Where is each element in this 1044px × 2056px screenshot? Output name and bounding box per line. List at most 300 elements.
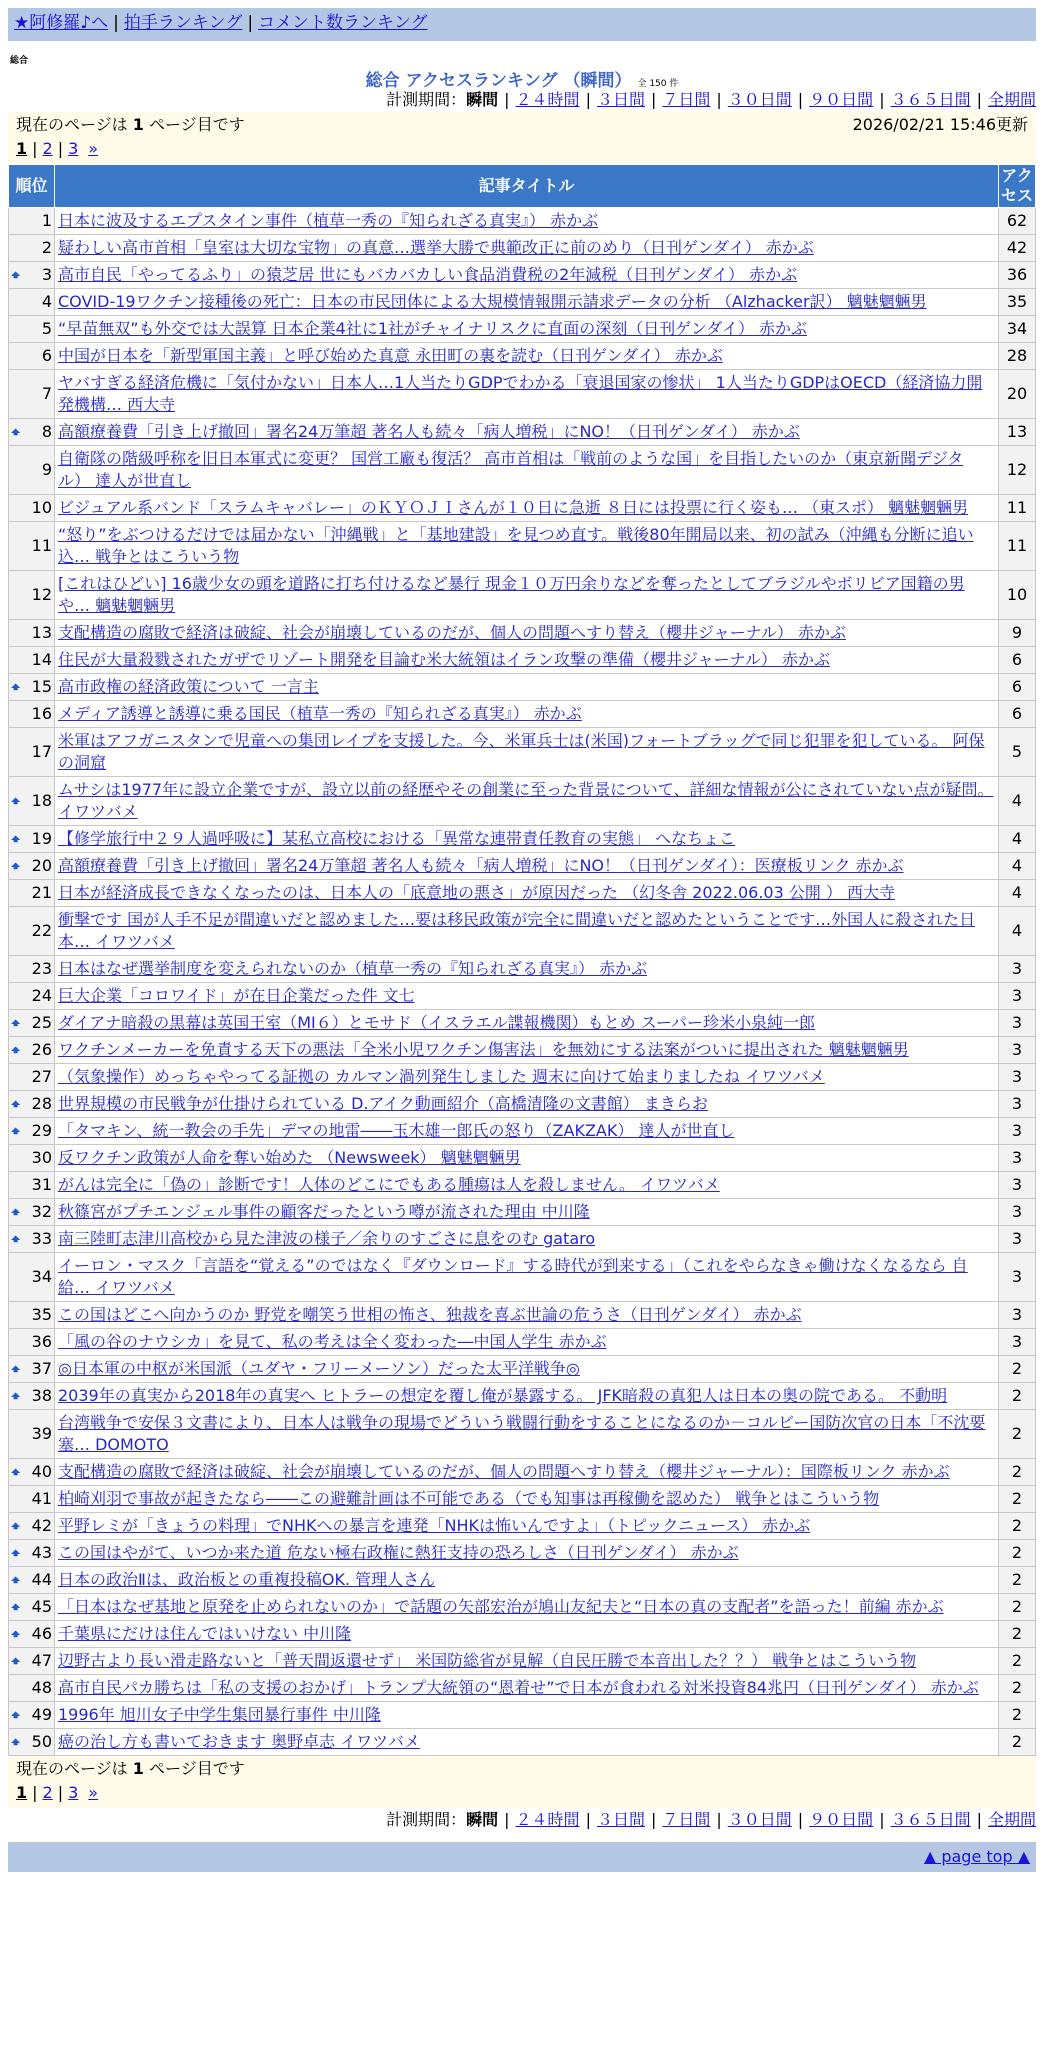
table-row — [9, 983, 1036, 1010]
title-cell — [55, 1459, 999, 1486]
article-link[interactable]: 「日本はなぜ基地と原発を止められないのか」で話題の矢部宏治が鳩山友紀夫と“日本の真の支配者”を語った！前編 赤かぶ — [58, 1597, 944, 1616]
title-cell — [55, 1594, 999, 1621]
separator: | — [57, 139, 64, 158]
article-link[interactable]: 【修学旅行中２９人過呼吸に】某私立高校における「異常な連帯責任教育の実態」 へなちょこ — [58, 829, 736, 848]
rank-cell — [9, 1253, 55, 1302]
article-link[interactable]: ワクチンメーカーを免責する天下の悪法「全米小児ワクチン傷害法」を無効にする法案がついに提出された 魑魅魍魎男 — [58, 1040, 909, 1059]
period-current: 瞬間 — [466, 1810, 499, 1829]
separator: | — [585, 90, 591, 109]
rank-cell — [9, 826, 55, 853]
title-cell — [55, 1486, 999, 1513]
rank-number: 25 — [31, 1013, 52, 1032]
title-cell — [55, 1145, 999, 1172]
rank-number: 6 — [41, 346, 52, 365]
access-count: 62 — [999, 208, 1036, 235]
current-page-suffix: ページ目です — [143, 1759, 245, 1778]
access-count: 6 — [999, 701, 1036, 728]
period-link[interactable]: ９０日間 — [809, 1810, 874, 1829]
rank-number: 46 — [31, 1624, 52, 1643]
title-cell — [55, 1302, 999, 1329]
rank-cell — [9, 1383, 55, 1410]
table-row — [9, 289, 1036, 316]
article-link[interactable]: 米軍はアフガニスタンで児童への集団レイプを支援した。今、米軍兵士は(米国)フォートブラッグで同じ犯罪を犯している。 阿保の洞窟 — [58, 731, 985, 772]
rank-number: 9 — [41, 460, 52, 479]
rank-cell — [9, 495, 55, 522]
separator: | — [976, 90, 982, 109]
article-link[interactable]: “早苗無双”も外交では大誤算 日本企業4社に1社がチャイナリスクに直面の深刻（日刊ゲンダイ） 赤かぶ — [58, 319, 808, 338]
separator: | — [57, 1783, 64, 1802]
rank-cell — [9, 1064, 55, 1091]
separator: | — [976, 1810, 982, 1829]
page-link[interactable]: 2 — [42, 139, 53, 158]
up-arrow-icon: 🠹 — [11, 1360, 21, 1378]
article-link[interactable]: 「風の谷のナウシカ」を見て、私の考えは全く変わった―中国人学生 赤かぶ — [58, 1332, 607, 1351]
table-row — [9, 956, 1036, 983]
title-cell — [55, 620, 999, 647]
home-link[interactable]: ★阿修羅♪へ — [14, 13, 109, 33]
total-count: 全 150 件 — [637, 79, 679, 89]
rank-cell — [9, 880, 55, 907]
rank-cell — [9, 674, 55, 701]
title-cell — [55, 1037, 999, 1064]
rank-cell — [9, 1540, 55, 1567]
access-count: 3 — [999, 1302, 1036, 1329]
rank-number: 8 — [41, 422, 52, 441]
rank-number: 45 — [31, 1597, 52, 1616]
article-link[interactable]: 世界規模の市民戦争が仕掛けられている D.アイク動画紹介（高橋清隆の文書館） まきらお — [58, 1094, 708, 1113]
article-link[interactable]: 自衛隊の階級呼称を旧日本軍式に変更？ 国営工廠も復活？ 高市首相は「戦前のような国」を目指したいのか（東京新聞デジタル） 達人が世直し — [58, 449, 964, 490]
article-link[interactable]: COVID-19ワクチン接種後の死亡：日本の市民団体による大規模情報開示請求データの分析 （Alzhacker訳） 魑魅魍魎男 — [58, 292, 927, 311]
title-cell — [55, 1010, 999, 1037]
article-link[interactable]: 秋篠宮がプチエンジェル事件の顧客だったという噂が流された理由 中川隆 — [58, 1202, 590, 1221]
title-cell — [55, 1540, 999, 1567]
article-link[interactable]: がんは完全に「偽の」診断です！人体のどこにでもある腫瘍は人を殺しません。 イワツバメ — [58, 1175, 720, 1194]
article-link[interactable]: 2039年の真実から2018年の真実へ ヒトラーの想定を覆し俺が暴露する。 JFK暗殺の真犯人は日本の奥の院である。 不動明 — [58, 1386, 948, 1405]
article-link[interactable]: 日本に波及するエプスタイン事件（植草一秀の『知られざる真実』） 赤かぶ — [58, 211, 599, 230]
table-row — [9, 262, 1036, 289]
rank-number: 50 — [31, 1732, 52, 1751]
up-arrow-icon: 🠹 — [11, 1387, 21, 1405]
period-link[interactable]: ３６５日間 — [890, 1810, 971, 1829]
page-link[interactable]: 3 — [68, 139, 79, 158]
rank-number: 38 — [31, 1386, 52, 1405]
access-count: 12 — [999, 446, 1036, 495]
access-count: 2 — [999, 1594, 1036, 1621]
article-link[interactable]: 反ワクチン政策が人命を奪い始めた （Newsweek） 魑魅魍魎男 — [58, 1148, 521, 1167]
page-number: 1 — [16, 139, 28, 158]
rank-cell — [9, 208, 55, 235]
pager-top — [8, 112, 1036, 164]
rank-number: 5 — [41, 319, 52, 338]
article-link[interactable]: 高額療養費「引き上げ撤回」署名24万筆超 著名人も続々「病人増税」にNO！（日刊ゲンダイ） 赤かぶ — [58, 422, 800, 441]
separator: | — [113, 13, 119, 33]
rank-cell — [9, 1199, 55, 1226]
access-count: 2 — [999, 1410, 1036, 1459]
period-label: 計測期間： — [386, 90, 467, 109]
title-cell — [55, 674, 999, 701]
separator: | — [32, 1783, 38, 1802]
access-count: 3 — [999, 1091, 1036, 1118]
separator: | — [716, 1810, 722, 1829]
table-row — [9, 853, 1036, 880]
rank-number: 11 — [31, 536, 52, 555]
access-count: 36 — [999, 262, 1036, 289]
up-arrow-icon: 🠹 — [11, 1517, 21, 1535]
up-arrow-icon: 🠹 — [11, 1014, 21, 1032]
table-row — [9, 1594, 1036, 1621]
next-page-link[interactable]: » — [88, 139, 99, 158]
rank-number: 43 — [31, 1543, 52, 1562]
section-tag: 総合 — [10, 56, 29, 66]
rank-cell — [9, 343, 55, 370]
separator: | — [879, 1810, 885, 1829]
rank-cell — [9, 1594, 55, 1621]
page-status — [16, 1758, 1028, 1781]
title-cell — [55, 701, 999, 728]
table-row — [9, 1118, 1036, 1145]
page-links — [16, 137, 1028, 162]
page-link[interactable]: 2 — [42, 1783, 53, 1802]
rank-number: 49 — [31, 1705, 52, 1724]
article-link[interactable]: 支配構造の腐敗で経済は破綻、社会が崩壊しているのだが、個人の問題へすり替え（櫻井ジャーナル） 赤かぶ — [58, 623, 846, 642]
page-links — [16, 1781, 1028, 1806]
article-link[interactable]: 支配構造の腐敗で経済は破綻、社会が崩壊しているのだが、個人の問題へすり替え（櫻井ジャーナル）：国際板リンク 赤かぶ — [58, 1462, 950, 1481]
current-page-prefix: 現在のページは — [16, 1759, 133, 1778]
article-link[interactable]: “怒り”をぶつけるだけでは届かない「沖縄戦」と「基地建設」を見つめ直す。戦後80年開局以来、初の試み（沖縄も分断に追い込… 戦争とはこういう物 — [58, 525, 974, 566]
access-count: 2 — [999, 1675, 1036, 1702]
access-count: 3 — [999, 1199, 1036, 1226]
rank-number: 39 — [31, 1424, 52, 1443]
rank-cell — [9, 777, 55, 826]
access-count: 6 — [999, 647, 1036, 674]
access-count: 2 — [999, 1513, 1036, 1540]
access-count: 2 — [999, 1486, 1036, 1513]
access-header: アクセス — [999, 165, 1036, 208]
period-link[interactable]: ３０日間 — [727, 1810, 792, 1829]
separator: | — [504, 90, 510, 109]
title-cell — [55, 1091, 999, 1118]
rank-cell — [9, 1172, 55, 1199]
access-count: 4 — [999, 907, 1036, 956]
rank-cell — [9, 701, 55, 728]
article-link[interactable]: 1996年 旭川女子中学生集団暴行事件 中川隆 — [58, 1705, 381, 1724]
article-link[interactable]: 台湾戦争で安保３文書により、日本人は戦争の現場でどういう戦闘行動をすることになるのか－コルビー国防次官の日本「不沈要塞… DOMOTO — [58, 1413, 986, 1454]
page-link-current — [16, 139, 27, 158]
current-page-text — [16, 114, 245, 137]
current-page-number: 1 — [132, 115, 144, 134]
current-page-suffix: ページ目です — [143, 115, 245, 134]
article-link[interactable]: ヤバすぎる経済危機に「気付かない」日本人…1人当たりGDPでわかる「衰退国家の惨状」 1人当たりGDPはOECD（経済協力開発機構… 西大寺 — [58, 373, 983, 414]
up-arrow-icon: 🠹 — [11, 266, 21, 284]
access-count: 5 — [999, 728, 1036, 777]
article-link[interactable]: 日本の政治Ⅱは、政治板との重複投稿OK. 管理人さん — [58, 1570, 436, 1589]
rank-number: 44 — [31, 1570, 52, 1589]
title-cell — [55, 1172, 999, 1199]
rank-cell — [9, 1702, 55, 1729]
title-cell — [55, 647, 999, 674]
table-row — [9, 1410, 1036, 1459]
access-count: 4 — [999, 853, 1036, 880]
rank-number: 30 — [31, 1148, 52, 1167]
period-link[interactable]: ３０日間 — [727, 90, 792, 109]
article-link[interactable]: 日本はなぜ選挙制度を変えられないのか（植草一秀の『知られざる真実』） 赤かぶ — [58, 959, 648, 978]
table-row — [9, 419, 1036, 446]
title-cell — [55, 1513, 999, 1540]
up-arrow-icon: 🠹 — [11, 1571, 21, 1589]
up-arrow-icon: 🠹 — [11, 678, 21, 696]
access-count: 3 — [999, 956, 1036, 983]
table-row — [9, 674, 1036, 701]
up-arrow-icon: 🠹 — [11, 857, 21, 875]
access-count: 2 — [999, 1356, 1036, 1383]
rank-number: 1 — [41, 211, 52, 230]
separator: | — [650, 90, 657, 109]
title-cell — [55, 728, 999, 777]
page-link[interactable]: 3 — [68, 1783, 79, 1802]
article-link[interactable]: 高額療養費「引き上げ撤回」署名24万筆超 著名人も続々「病人増税」にNO！（日刊ゲンダイ）：医療板リンク 赤かぶ — [58, 856, 904, 875]
table-row — [9, 1037, 1036, 1064]
period-link[interactable]: 全期間 — [987, 1810, 1036, 1829]
table-row — [9, 880, 1036, 907]
table-row — [9, 1199, 1036, 1226]
up-arrow-icon: 🠹 — [11, 1598, 21, 1616]
rank-number: 37 — [31, 1359, 52, 1378]
table-row — [9, 1172, 1036, 1199]
rank-cell — [9, 907, 55, 956]
article-link[interactable]: 疑わしい高市首相「皇室は大切な宝物」の真意…選挙大勝で典範改正に前のめり（日刊ゲンダイ） 赤かぶ — [58, 238, 814, 257]
up-arrow-icon: 🠹 — [11, 1122, 21, 1140]
separator: | — [879, 90, 885, 109]
access-count: 9 — [999, 620, 1036, 647]
period-link[interactable]: ２４時間 — [515, 90, 580, 109]
article-link[interactable]: 住民が大量殺戮されたガザでリゾート開発を目論む米大統領はイラン攻撃の準備（櫻井ジャーナル） 赤かぶ — [58, 650, 830, 669]
title-cell — [55, 880, 999, 907]
access-count: 2 — [999, 1459, 1036, 1486]
updated-time: 2026/02/21 15:46更新 — [852, 115, 1028, 134]
up-arrow-icon: 🠹 — [11, 1733, 21, 1751]
article-link[interactable]: ムサシは1977年に設立企業ですが、設立以前の経歴やその創業に至った背景について、詳細な情報が公にされていない点が疑問。 イワツバメ — [58, 780, 994, 821]
rank-number: 27 — [31, 1067, 52, 1086]
article-link[interactable]: メディア誘導と誘導に乗る国民（植草一秀の『知られざる真実』） 赤かぶ — [58, 704, 582, 723]
table-row — [9, 1702, 1036, 1729]
article-link[interactable]: 衝撃です 国が人手不足が間違いだと認めました…要は移民政策が完全に間違いだと認めたということです…外国人に殺された日本… イワツバメ — [58, 910, 976, 951]
rank-number: 23 — [31, 959, 52, 978]
article-link[interactable]: （気象操作）めっちゃやってる証拠の カルマン渦列発生しました 週末に向けて始まりましたね イワツバメ — [58, 1067, 825, 1086]
rank-number: 22 — [31, 921, 52, 940]
access-count: 3 — [999, 1064, 1036, 1091]
period-current: 瞬間 — [466, 90, 499, 109]
table-row — [9, 1226, 1036, 1253]
article-link[interactable]: ◎日本軍の中枢が米国派（ユダヤ・フリーメーソン）だった太平洋戦争◎ — [58, 1359, 580, 1378]
article-link[interactable]: 「タマキン、統一教会の手先」デマの地雷――玉木雄一郎氏の怒り（ZAKZAK） 達人が世直し — [58, 1121, 735, 1140]
table-row — [9, 1302, 1036, 1329]
table-row — [9, 647, 1036, 674]
separator: | — [32, 139, 38, 158]
rank-cell — [9, 1513, 55, 1540]
current-page-number: 1 — [132, 1759, 144, 1778]
table-row — [9, 620, 1036, 647]
access-count: 2 — [999, 1621, 1036, 1648]
period-link[interactable]: ３日間 — [596, 90, 645, 109]
page-number: 1 — [16, 1783, 28, 1802]
table-row — [9, 571, 1036, 620]
rank-number: 13 — [31, 623, 52, 642]
access-count: 20 — [999, 370, 1036, 419]
table-row — [9, 316, 1036, 343]
up-arrow-icon: 🠹 — [11, 1625, 21, 1643]
access-count: 2 — [999, 1702, 1036, 1729]
access-count: 10 — [999, 571, 1036, 620]
rank-cell — [9, 853, 55, 880]
period-link[interactable]: 全期間 — [987, 90, 1036, 109]
top-nav — [8, 8, 1036, 41]
table-row — [9, 1729, 1036, 1756]
table-row — [9, 1383, 1036, 1410]
rank-number: 47 — [31, 1651, 52, 1670]
rank-number: 10 — [31, 498, 52, 517]
article-link[interactable]: 南三陸町志津川高校から見た津波の様子／余りのすごさに息をのむ gataro — [58, 1229, 596, 1248]
current-page-prefix: 現在のページは — [16, 115, 133, 134]
article-link[interactable]: 平野レミが「きょうの料理」でNHKへの暴言を連発「NHKは怖いんですよ」（トピックニュース） 赤かぶ — [58, 1516, 811, 1535]
article-link[interactable]: 千葉県にだけは住んではいけない 中川隆 — [58, 1624, 352, 1643]
article-link[interactable]: この国はどこへ向かうのか 野党を嘲笑う世相の怖さ、独裁を喜ぶ世論の危うさ（日刊ゲンダイ） 赤かぶ — [58, 1305, 802, 1324]
rank-number: 19 — [31, 829, 52, 848]
up-arrow-icon: 🠹 — [11, 1463, 21, 1481]
table-row — [9, 1486, 1036, 1513]
title-cell — [55, 956, 999, 983]
up-arrow-icon: 🠹 — [11, 1544, 21, 1562]
period-link[interactable]: ２４時間 — [515, 1810, 580, 1829]
title-cell — [55, 1199, 999, 1226]
title-cell — [55, 907, 999, 956]
page-top-link[interactable]: ▲ page top ▲ — [923, 1847, 1030, 1866]
article-link[interactable]: 中国が日本を「新型軍国主義」と呼び始めた真意 永田町の裏を読む（日刊ゲンダイ） 赤かぶ — [58, 346, 723, 365]
rank-cell — [9, 316, 55, 343]
article-link[interactable]: 柏崎刈羽で事故が起きたなら――この避難計画は不可能である（でも知事は再稼働を認めた） 戦争とはこういう物 — [58, 1489, 880, 1508]
access-count: 35 — [999, 289, 1036, 316]
rank-number: 29 — [31, 1121, 52, 1140]
table-row — [9, 1091, 1036, 1118]
page-status — [16, 114, 1028, 137]
title-cell — [55, 1329, 999, 1356]
article-link[interactable]: 巨大企業「コロワイド」が在日企業だった件 文七 — [58, 986, 415, 1005]
rank-number: 15 — [31, 677, 52, 696]
period-link[interactable]: ９０日間 — [809, 90, 874, 109]
article-link[interactable]: この国はやがて、いつか来た道 危ない極右政権に熱狂支持の恐ろしさ（日刊ゲンダイ） 赤かぶ — [58, 1543, 739, 1562]
title-cell — [55, 1356, 999, 1383]
table-row — [9, 495, 1036, 522]
table-row — [9, 1253, 1036, 1302]
article-link[interactable]: 辺野古より長い滑走路ないと「普天間返還せず」 米国防総省が見解（自民圧勝で本音出した？？） 戦争とはこういう物 — [58, 1651, 917, 1670]
article-link[interactable]: ダイアナ暗殺の黒幕は英国王室（MI６）とモサド（イスラエル諜報機関）もとめ スーパー珍米小泉純一郎 — [58, 1013, 816, 1032]
separator: | — [247, 13, 254, 33]
separator: | — [650, 1810, 657, 1829]
title-cell — [55, 1702, 999, 1729]
rank-cell — [9, 262, 55, 289]
table-row — [9, 826, 1036, 853]
title-cell — [55, 826, 999, 853]
separator: | — [797, 90, 804, 109]
next-page-link[interactable]: » — [88, 1783, 99, 1802]
access-count: 42 — [999, 235, 1036, 262]
rank-number: 17 — [31, 742, 52, 761]
rank-cell — [9, 1648, 55, 1675]
article-link[interactable]: 高市政権の経済政策について 一言主 — [58, 677, 319, 696]
title-cell — [55, 262, 999, 289]
period-selector-top — [8, 88, 1036, 112]
table-row — [9, 208, 1036, 235]
access-count: 2 — [999, 1567, 1036, 1594]
title-cell — [55, 208, 999, 235]
access-count: 11 — [999, 522, 1036, 571]
comment-ranking-link[interactable]: コメント数ランキング — [258, 13, 428, 33]
page-title-text: 総合 アクセスランキング （瞬間） — [365, 71, 632, 91]
rank-number: 40 — [31, 1462, 52, 1481]
access-count: 34 — [999, 316, 1036, 343]
rank-cell — [9, 1145, 55, 1172]
article-link[interactable]: 高市自民「やってるふり」の猿芝居 世にもバカバカしい食品消費税の2年減税（日刊ゲンダイ） 赤かぶ — [58, 265, 798, 284]
current-page-text — [16, 1758, 245, 1781]
article-link[interactable]: 日本が経済成長できなくなったのは、日本人の「底意地の悪さ」が原因だった （幻冬舎 2022.06.03 公開 ） 西大寺 — [58, 883, 896, 902]
title-cell — [55, 343, 999, 370]
rank-number: 7 — [41, 384, 52, 403]
access-count: 3 — [999, 1172, 1036, 1199]
rank-number: 28 — [31, 1094, 52, 1113]
rank-cell — [9, 1621, 55, 1648]
article-link[interactable]: 高市自民パカ勝ちは「私の支援のおかげ」トランプ大統領の“恩着せ”で日本が食われる対米投資84兆円（日刊ゲンダイ） 赤かぶ — [58, 1678, 979, 1697]
period-link[interactable]: ７日間 — [662, 1810, 711, 1829]
title-cell — [55, 495, 999, 522]
up-arrow-icon: 🠹 — [11, 1095, 21, 1113]
title-cell — [55, 1729, 999, 1756]
period-link[interactable]: ３６５日間 — [890, 90, 971, 109]
table-row — [9, 1621, 1036, 1648]
article-link[interactable]: [これはひどい] 16歳少女の頭を道路に打ち付けるなど暴行 現金１０万円余りなどを奪ったとしてブラジルやボリビア国籍の男や… 魑魅魍魎男 — [58, 574, 965, 615]
table-row — [9, 522, 1036, 571]
period-link[interactable]: ３日間 — [596, 1810, 645, 1829]
access-count: 2 — [999, 1540, 1036, 1567]
access-count: 2 — [999, 1383, 1036, 1410]
rank-cell — [9, 728, 55, 777]
rank-number: 3 — [41, 265, 52, 284]
article-link[interactable]: ビジュアル系バンド「スラムキャバレー」のＫＹＯＪＩさんが１０日に急逝 ８日には投票に行く姿も… （東スポ） 魑魅魍魎男 — [58, 498, 969, 517]
table-row — [9, 1010, 1036, 1037]
article-link[interactable]: イーロン・マスク「言語を“覚える”のではなく『ダウンロード』する時代が到来する」（これをやらなきゃ働けなくなるなら 自給… イワツバメ — [58, 1256, 968, 1297]
article-link[interactable]: 癌の治し方も書いておきます 奥野卓志 イワツバメ — [58, 1732, 420, 1751]
rank-cell — [9, 1459, 55, 1486]
access-count: 2 — [999, 1648, 1036, 1675]
rank-number: 36 — [31, 1332, 52, 1351]
rank-cell — [9, 1010, 55, 1037]
table-row — [9, 343, 1036, 370]
rank-cell — [9, 620, 55, 647]
table-row — [9, 907, 1036, 956]
rank-number: 32 — [31, 1202, 52, 1221]
title-cell — [55, 446, 999, 495]
up-arrow-icon: 🠹 — [11, 830, 21, 848]
page-link-current — [16, 1783, 27, 1802]
title-cell — [55, 370, 999, 419]
rank-number: 24 — [31, 986, 52, 1005]
access-count: 13 — [999, 419, 1036, 446]
table-row — [9, 777, 1036, 826]
title-cell — [55, 289, 999, 316]
period-link[interactable]: ７日間 — [662, 90, 711, 109]
up-arrow-icon: 🠹 — [11, 792, 21, 810]
rank-cell — [9, 1567, 55, 1594]
rank-number: 33 — [31, 1229, 52, 1248]
clap-ranking-link[interactable]: 拍手ランキング — [123, 13, 243, 33]
